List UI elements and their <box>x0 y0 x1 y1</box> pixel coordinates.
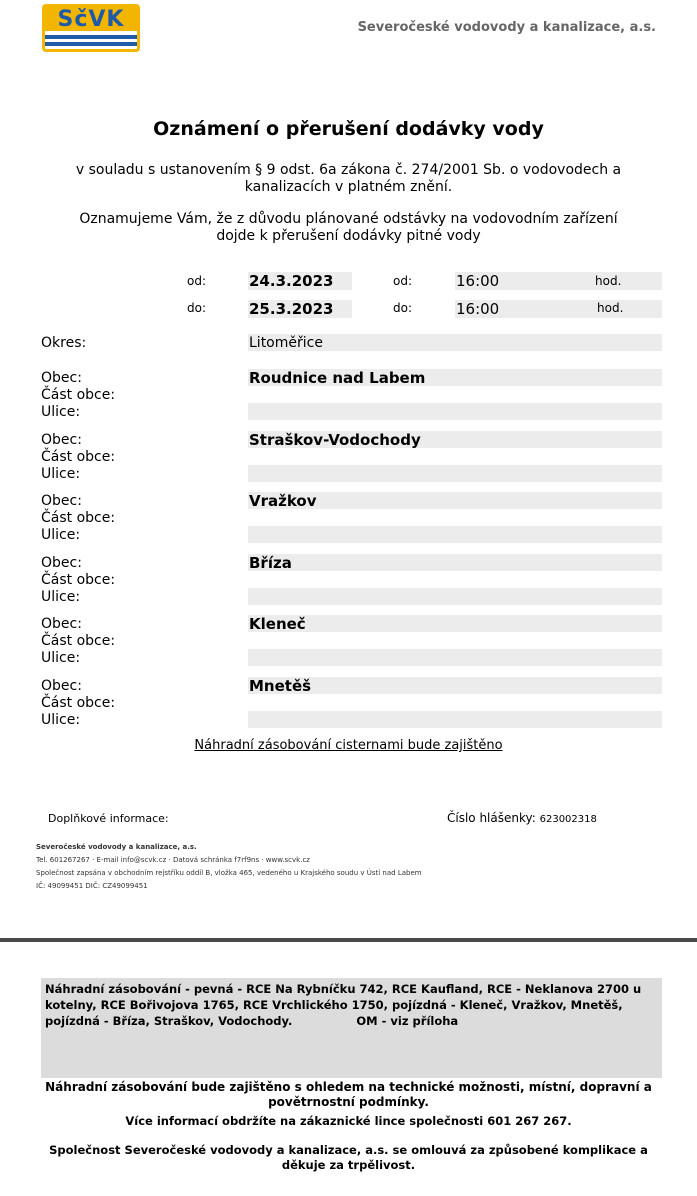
replacement-text: Náhradní zásobování - pevná - RCE Na Rybníčku 742, RCE Kaufland, RCE - Neklanova 2700 u kotelny, RCE Bořivojova 1765, RCE Vrchlického 1750, pojízdná - Kleneč, Vražkov, Mnetěš, pojízdná - Bříza, Straškov, Vodochody. OM - viz příloha <box>45 982 646 1028</box>
municipality-obec-label: Obec: <box>41 678 82 694</box>
street-field <box>248 649 662 666</box>
municipality-ulice-label: Ulice: <box>41 650 81 666</box>
municipality-cast-label: Část obce: <box>41 695 116 711</box>
district-label: Okres: <box>41 335 87 351</box>
footer-contact: Tel. 601267267 · E-mail info@scvk.cz · Datová schránka f7rf9ns · www.scvk.cz <box>36 856 310 864</box>
municipality-obec-label: Obec: <box>41 370 82 386</box>
to-time: 16:00 <box>456 300 500 318</box>
supply-note: Náhradní zásobování cisternami bude zajištěno <box>194 738 503 753</box>
logo-text: SčVK <box>45 7 137 31</box>
municipality-cast-label: Část obce: <box>41 449 116 465</box>
logo-stripe <box>45 42 137 46</box>
report-number-block <box>447 811 597 825</box>
municipality-field <box>248 615 662 632</box>
additional-info-label: Doplňkové informace: <box>48 812 169 825</box>
municipality-name: Kleneč <box>249 615 306 633</box>
municipality-name: Mnetěš <box>249 677 312 695</box>
municipality-cast-label: Část obce: <box>41 572 116 588</box>
street-field <box>248 465 662 482</box>
footer-ids: IČ: 49099451 DIČ: CZ49099451 <box>36 882 148 890</box>
municipality-ulice-label: Ulice: <box>41 527 81 543</box>
municipality-name: Roudnice nad Labem <box>249 369 426 387</box>
bottom-conditions: Náhradní zásobování bude zajištěno s ohledem na technické možnosti, místní, dopravní a povětrnostní podmínky. <box>45 1080 652 1109</box>
street-field <box>248 526 662 543</box>
municipality-name: Straškov-Vodochody <box>249 431 421 449</box>
to-time-label: do: <box>393 301 413 315</box>
from-unit: hod. <box>595 274 622 288</box>
street-field <box>248 588 662 605</box>
municipality-ulice-label: Ulice: <box>41 466 81 482</box>
company-logo <box>42 4 140 52</box>
from-label: od: <box>187 274 207 288</box>
announcement-text: Oznamujeme Vám, že z důvodu plánované odstávky na vodovodním zařízení dojde k přerušení dodávky pitné vody <box>79 211 618 244</box>
from-time-label: od: <box>393 274 413 288</box>
to-unit: hod. <box>597 301 624 315</box>
municipality-cast-label: Část obce: <box>41 387 116 403</box>
footer-company: Severočeské vodovody a kanalizace, a.s. <box>36 843 197 851</box>
municipality-obec-label: Obec: <box>41 616 82 632</box>
company-name: Severočeské vodovody a kanalizace, a.s. <box>357 20 656 35</box>
report-number: 623002318 <box>539 814 597 825</box>
footer-registry: Společnost zapsána v obchodním rejstříku oddíl B, vložka 465, vedeného u Krajského soudu v Ústí nad Labem <box>36 869 422 877</box>
municipality-obec-label: Obec: <box>41 432 82 448</box>
municipality-ulice-label: Ulice: <box>41 712 81 728</box>
municipality-field <box>248 554 662 571</box>
district-value: Litoměřice <box>249 335 323 351</box>
legal-text: v souladu s ustanovením § 9 odst. 6a zákona č. 274/2001 Sb. o vodovodech a kanalizacích v platném znění. <box>75 162 622 195</box>
page-title: Oznámení o přerušení dodávky vody <box>153 118 544 140</box>
logo-stripe <box>45 35 137 39</box>
to-label: do: <box>187 301 207 315</box>
street-field <box>248 403 662 420</box>
municipality-cast-label: Část obce: <box>41 510 116 526</box>
municipality-cast-label: Část obce: <box>41 633 116 649</box>
municipality-obec-label: Obec: <box>41 493 82 509</box>
bottom-contact: Více informací obdržíte na zákaznické lince společnosti 601 267 267. <box>125 1114 572 1128</box>
municipality-ulice-label: Ulice: <box>41 589 81 605</box>
to-date: 25.3.2023 <box>249 300 334 318</box>
bottom-apology: Společnost Severočeské vodovody a kanalizace, a.s. se omlouvá za způsobené komplikace a děkuje za trpělivost. <box>49 1143 648 1172</box>
report-label: Číslo hlášenky: <box>447 811 536 825</box>
from-date: 24.3.2023 <box>249 272 334 290</box>
municipality-name: Vražkov <box>249 492 317 510</box>
from-time: 16:00 <box>456 272 500 290</box>
municipality-ulice-label: Ulice: <box>41 404 81 420</box>
municipality-name: Bříza <box>249 554 292 572</box>
page-divider <box>0 938 697 942</box>
street-field <box>248 711 662 728</box>
municipality-obec-label: Obec: <box>41 555 82 571</box>
